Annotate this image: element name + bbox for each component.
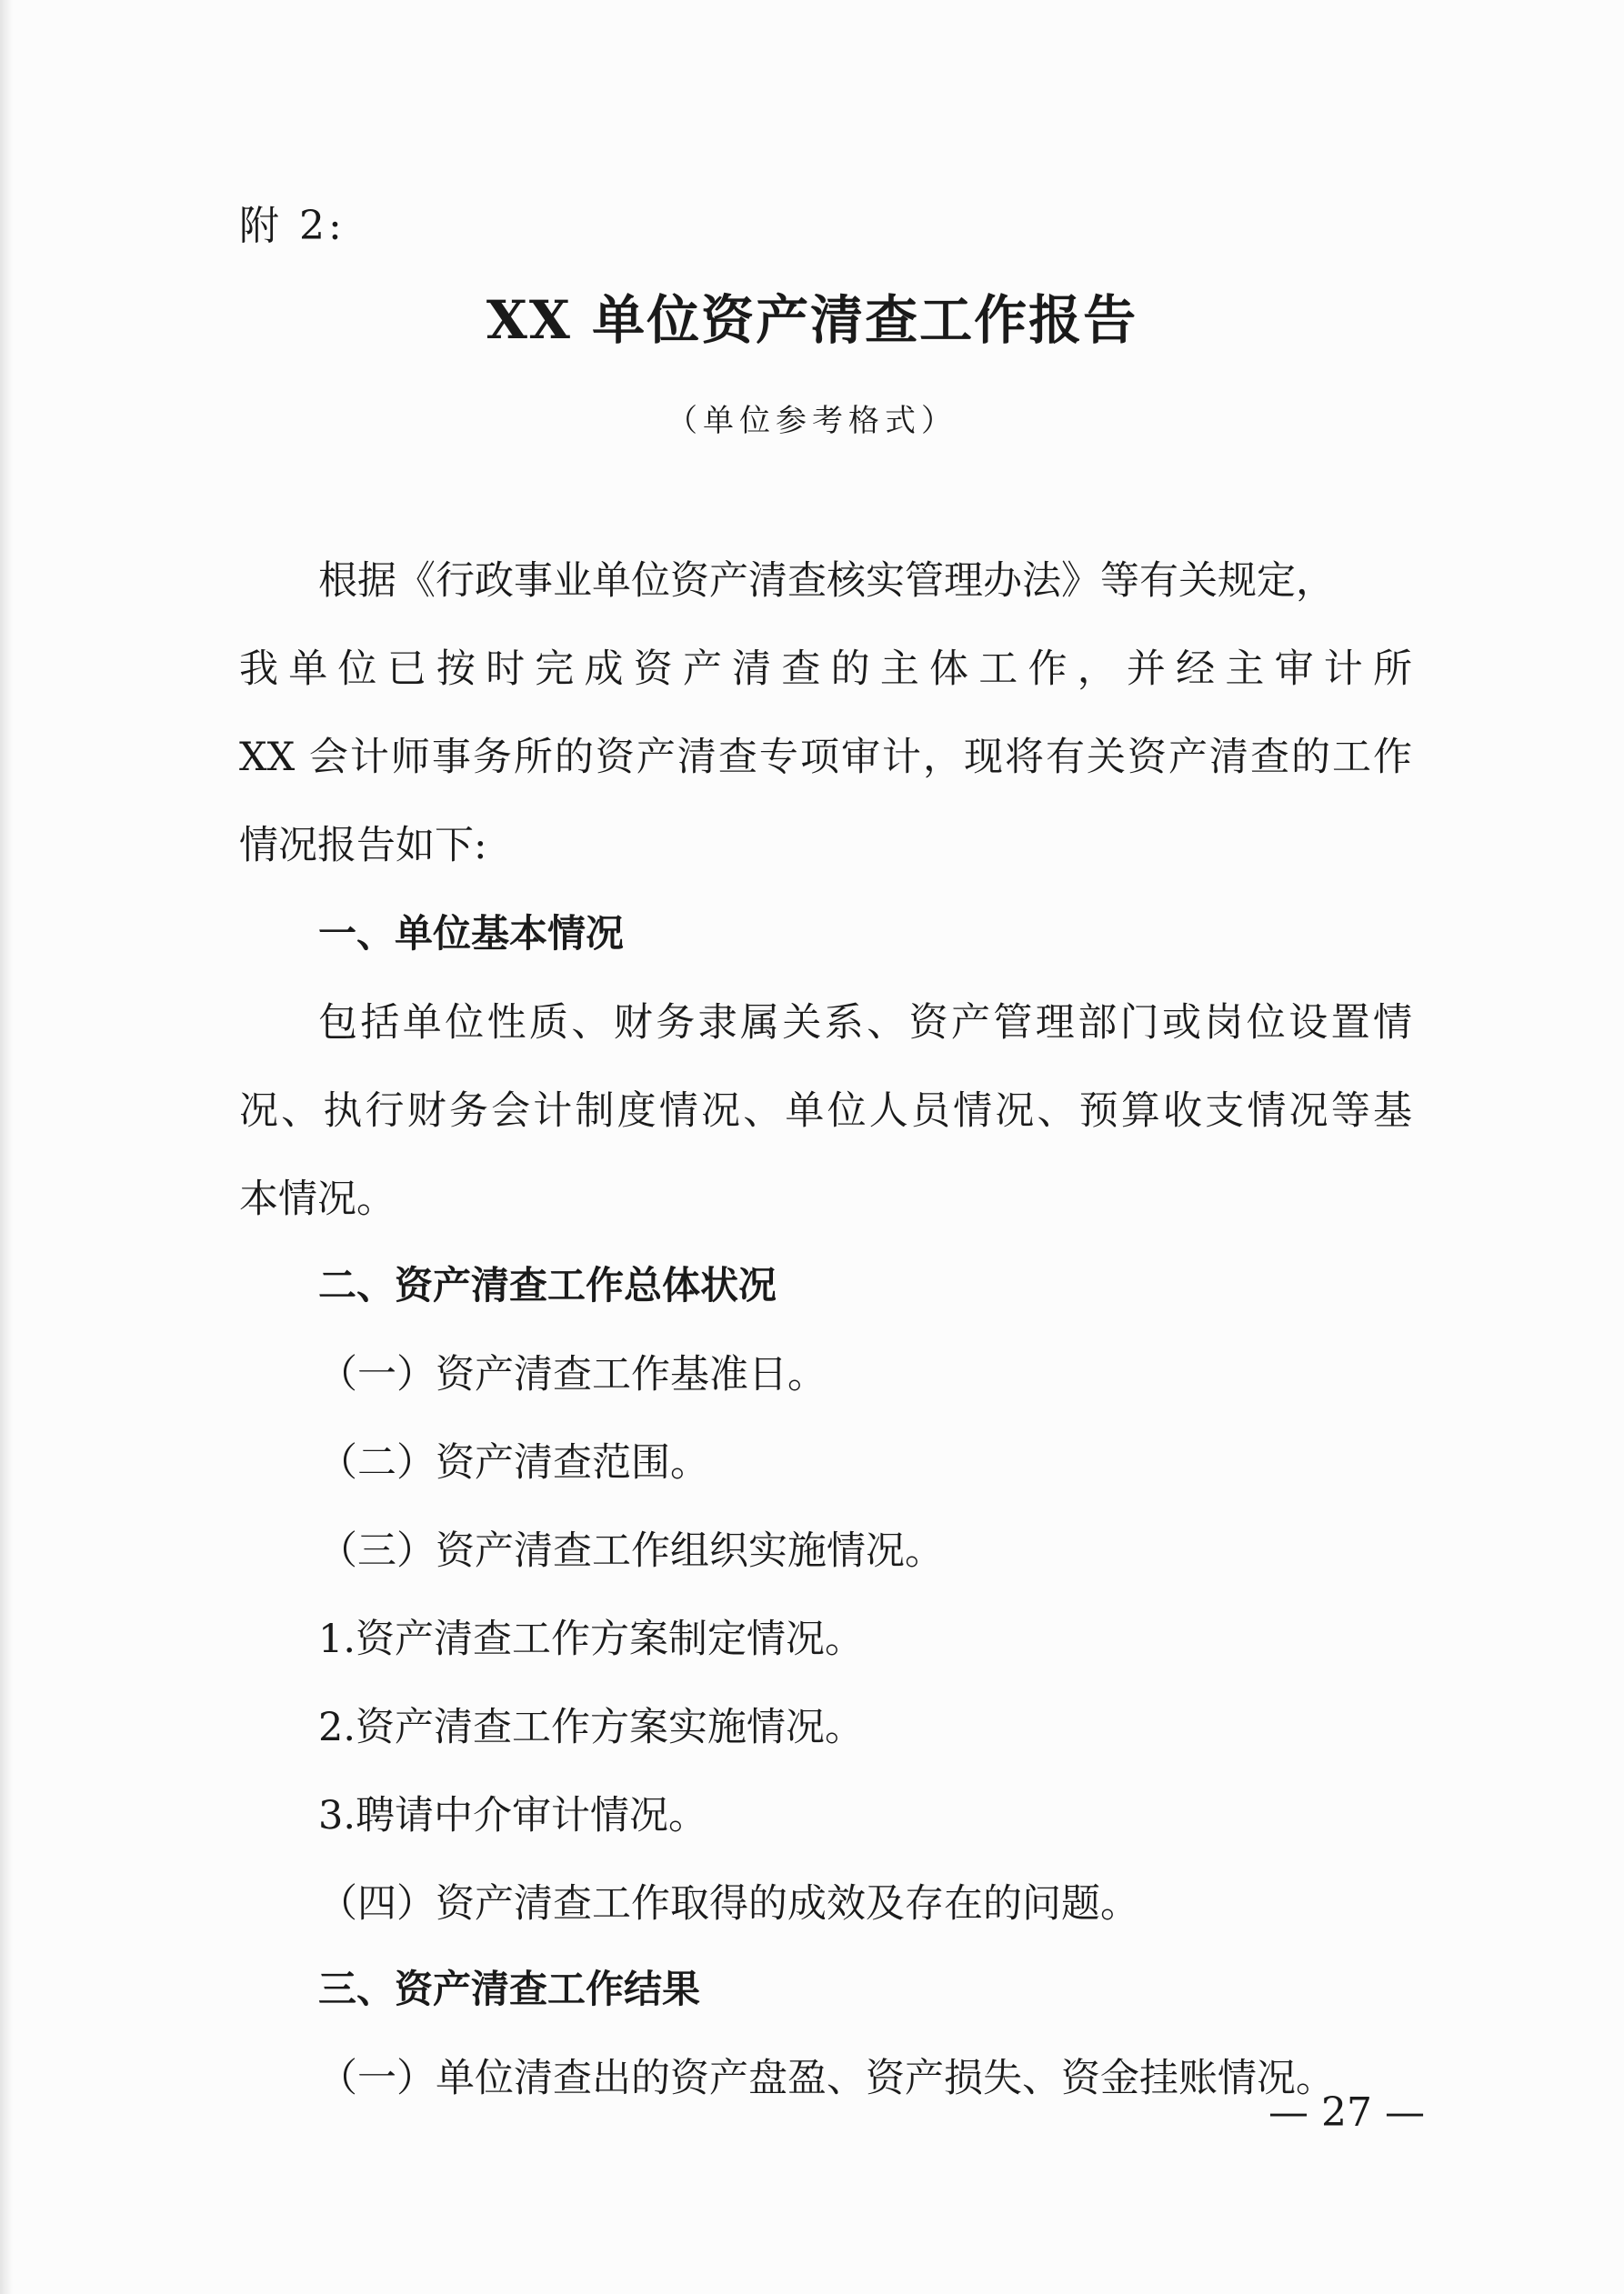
page-number: — 27 — [1268,2089,1425,2136]
section-heading-2: 二、资产清查工作总体状况 [318,1263,777,1307]
intro-line-3: XX 会计师事务所的资产清查专项审计，现将有关资产清查的工作 [239,735,1412,780]
section-heading-3: 三、资产清查工作结果 [318,1967,701,2011]
intro-line-1: 根据《行政事业单位资产清查核实管理办法》等有关规定， [318,558,1335,604]
section3-item-1: （一）单位清查出的资产盘盈、资产损失、资金挂账情况。 [318,2056,1335,2101]
intro-line-4: 情况报告如下: [239,823,487,868]
section1-line-2: 况、执行财务会计制度情况、单位人员情况、预算收支情况等基 [239,1088,1412,1134]
section2-item-6: 3.聘请中介审计情况。 [318,1793,708,1838]
section2-item-1: （一）资产清查工作基准日。 [318,1352,827,1397]
section-heading-1: 一、单位基本情况 [318,911,625,956]
section2-item-3: （三）资产清查工作组织实施情况。 [318,1528,944,1574]
attachment-label: 附 2: [239,203,346,249]
document-title: XX 单位资产清查工作报告 [486,289,1138,351]
section1-line-1: 包括单位性质、财务隶属关系、资产管理部门或岗位设置情 [318,1000,1412,1046]
section2-item-7: （四）资产清查工作取得的成效及存在的问题。 [318,1881,1139,1927]
section2-item-2: （二）资产清查范围。 [318,1440,709,1486]
section2-item-5: 2.资产清查工作方案实施情况。 [318,1705,865,1750]
intro-line-2: 我单位已按时完成资产清查的主体工作，并经主审计所 [239,646,1412,692]
section2-item-4: 1.资产清查工作方案制定情况。 [318,1617,865,1662]
document-subtitle: （单位参考格式） [667,403,957,439]
section1-line-3: 本情况。 [239,1177,396,1222]
